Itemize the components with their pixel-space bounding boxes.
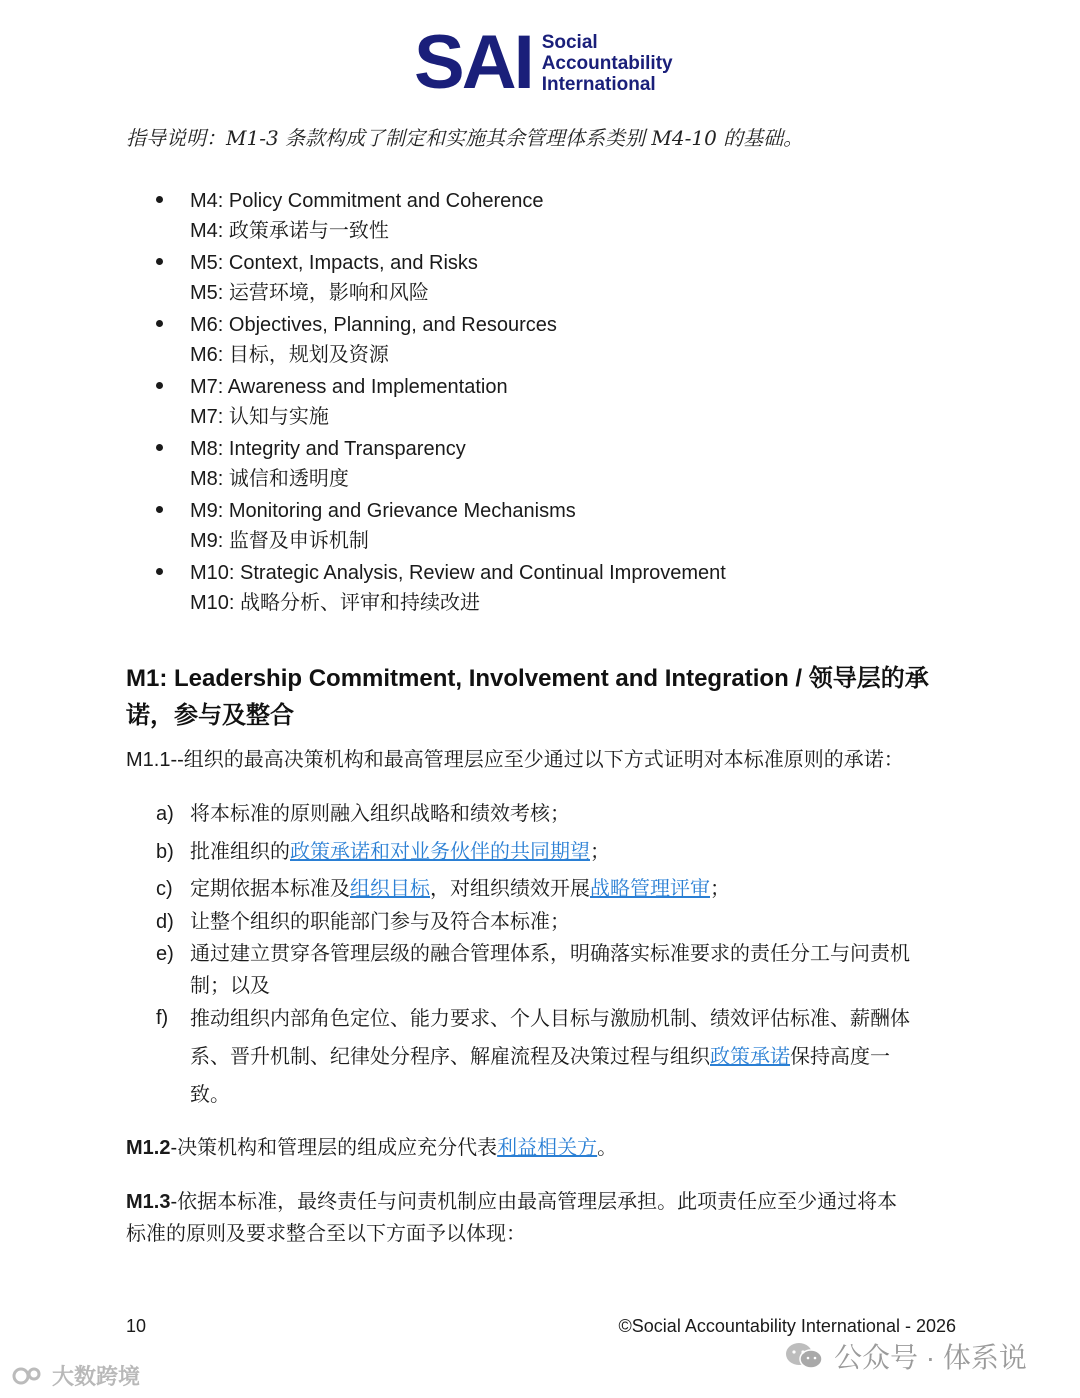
item-label: d) <box>156 911 174 933</box>
item-zh: M9: 监督及申诉机制 <box>190 530 369 552</box>
stakeholders-link[interactable]: 利益相关方 <box>497 1137 598 1159</box>
item-text-post: ； <box>710 878 730 900</box>
list-item <box>150 434 726 496</box>
guidance-note: 指导说明：M1-3 条款构成了制定和实施其余管理体系类别 M4-10 的基础。 <box>126 126 804 150</box>
clause-id: M1.2 <box>126 1137 171 1159</box>
item-zh: M7: 认知与实施 <box>190 406 329 428</box>
item-text-line <box>190 1038 958 1076</box>
logo-line-international: International <box>541 73 656 95</box>
list-item <box>150 186 726 248</box>
item-text-post: ； <box>590 841 610 863</box>
item-en: M4: Policy Commitment and Coherence <box>190 190 544 212</box>
logo-line-social: Social <box>541 31 598 53</box>
bullet-icon <box>156 320 163 327</box>
watermark-logo-icon <box>12 1364 46 1388</box>
page-number: 10 <box>126 1316 147 1336</box>
item-en: M9: Monitoring and Grievance Mechanisms <box>190 500 576 522</box>
watermark-left-text: 大数跨境 <box>52 1364 141 1389</box>
item-en: M7: Awareness and Implementation <box>190 376 508 398</box>
item-en: M10: Strategic Analysis, Review and Continual Improvement <box>190 562 726 584</box>
item-text-line: 致。 <box>190 1084 230 1106</box>
clause-text: 标准的原则及要求整合至以下方面予以体现： <box>126 1223 526 1245</box>
bullet-icon <box>156 444 163 451</box>
list-item <box>150 248 726 310</box>
item-text-line: 通过建立贯穿各管理层级的融合管理体系，明确落实标准要求的责任分工与问责机 <box>190 943 910 965</box>
watermark-left <box>12 1360 140 1391</box>
list-item <box>150 496 726 558</box>
item-zh: M6: 目标，规划及资源 <box>190 344 389 366</box>
item-text-mid: ，对组织绩效开展 <box>430 878 590 900</box>
item-text-line: 制；以及 <box>190 975 270 997</box>
copyright: ©Social Accountability International - 2026 <box>618 1316 956 1336</box>
bullet-icon <box>156 506 163 513</box>
item-en: M6: Objectives, Planning, and Resources <box>190 314 557 336</box>
bullet-icon <box>156 258 163 265</box>
item-zh: M5: 运营环境，影响和风险 <box>190 282 429 304</box>
item-text: 让整个组织的职能部门参与及符合本标准； <box>190 911 570 933</box>
clause-m1-2 <box>126 1132 956 1164</box>
item-zh: M10: 战略分析、评审和持续改进 <box>190 592 481 614</box>
item-text-line: 推动组织内部角色定位、能力要求、个人目标与激励机制、绩效评估标准、薪酬体 <box>190 1008 910 1030</box>
item-text <box>190 1000 958 1114</box>
item-en: M5: Context, Impacts, and Risks <box>190 252 478 274</box>
list-item <box>150 372 726 434</box>
item-text <box>190 834 958 870</box>
section-heading: M1: Leadership Commitment, Involvement and Integration / 领导层的承诺，参与及整合 <box>126 665 929 729</box>
logo-mark: SAI <box>414 20 532 105</box>
bullet-icon <box>156 196 163 203</box>
item-text <box>190 936 958 1004</box>
policy-commitment-link[interactable]: 政策承诺 <box>710 1046 790 1068</box>
clause-text-end: 。 <box>597 1137 618 1159</box>
item-label: f) <box>156 1007 169 1029</box>
item-zh: M4: 政策承诺与一致性 <box>190 220 389 242</box>
item-label: e) <box>156 943 174 965</box>
list-item <box>150 558 726 620</box>
list-item <box>150 310 726 372</box>
item-label: a) <box>156 803 174 825</box>
category-list <box>150 186 726 620</box>
item-zh: M8: 诚信和透明度 <box>190 468 349 490</box>
bullet-icon <box>156 382 163 389</box>
item-label: c) <box>156 878 173 900</box>
clause-text: -决策机构和管理层的组成应充分代表 <box>170 1137 498 1159</box>
sai-logo <box>414 20 673 105</box>
wechat-icon <box>784 1341 824 1371</box>
watermark-right <box>784 1336 1027 1376</box>
logo-text <box>542 32 673 95</box>
watermark-right-text: 公众号 · 体系说 <box>834 1342 1027 1373</box>
clause-id: M1.3 <box>126 1191 171 1213</box>
strategic-review-link[interactable]: 战略管理评审 <box>590 878 710 900</box>
clause-text: -依据本标准，最终责任与问责机制应由最高管理层承担。此项责任应至少通过将本 <box>170 1191 898 1213</box>
policy-commitment-link[interactable]: 政策承诺和对业务伙伴的共同期望 <box>290 841 590 863</box>
item-text-pre: 系、晋升机制、纪律处分程序、解雇流程及决策过程与组织 <box>190 1046 710 1068</box>
item-en: M8: Integrity and Transparency <box>190 438 466 460</box>
bullet-icon <box>156 568 163 575</box>
clause-m1-3 <box>126 1186 956 1250</box>
org-objectives-link[interactable]: 组织目标 <box>350 878 430 900</box>
item-text <box>190 871 958 907</box>
item-text-pre: 批准组织的 <box>190 841 290 863</box>
item-label: b) <box>156 841 174 863</box>
item-text: 将本标准的原则融入组织战略和绩效考核； <box>190 803 570 825</box>
logo-line-accountability: Accountability <box>541 52 673 74</box>
clause-m1-1: M1.1--组织的最高决策机构和最高管理层应至少通过以下方式证明对本标准原则的承诺： <box>126 749 904 771</box>
item-text-pre: 定期依据本标准及 <box>190 878 350 900</box>
item-text-post: 保持高度一 <box>790 1046 890 1068</box>
